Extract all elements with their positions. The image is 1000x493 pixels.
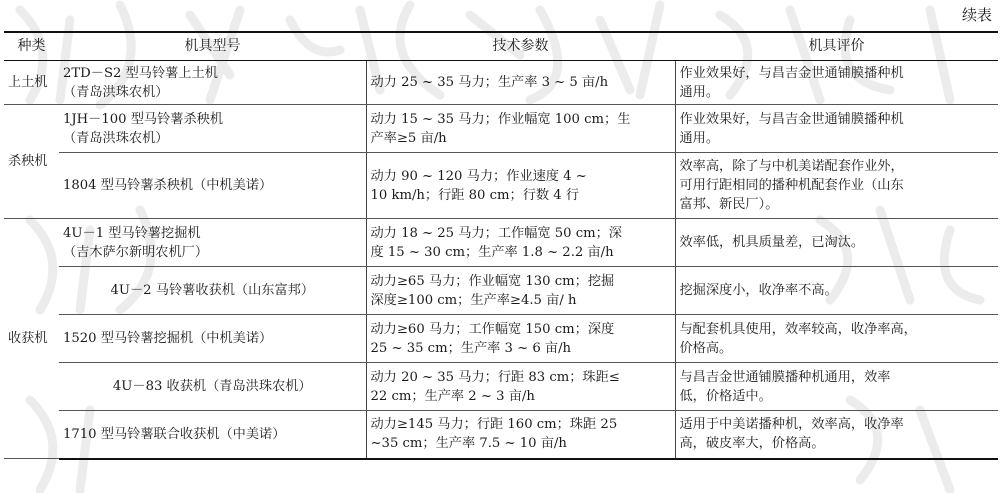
model-line: 2TD－S2 型马铃薯上土机 <box>63 65 218 81</box>
category-cell: 收获机 <box>4 219 59 459</box>
table-row <box>4 267 998 315</box>
params-cell <box>366 411 675 459</box>
model-cell <box>59 267 366 315</box>
header-model: 机具型号 <box>59 32 366 61</box>
model-line: （吉木萨尔新明农机厂） <box>63 244 209 260</box>
eval-line: 低，价格适中。 <box>679 388 772 404</box>
param-line: 25 ~ 35 cm；生产率 3 ~ 6 亩/h <box>370 340 572 356</box>
eval-line: 通用。 <box>679 130 720 146</box>
header-evaluation: 机具评价 <box>675 32 998 61</box>
model-cell <box>59 153 366 219</box>
evaluation-cell <box>675 363 998 411</box>
param-line: 动力 25 ~ 35 马力；生产率 3 ~ 5 亩/h <box>370 75 609 90</box>
evaluation-cell <box>675 105 998 153</box>
category-cell: 上土机 <box>4 61 59 105</box>
param-line: 动力≥60 马力；工作幅宽 150 cm；深度 <box>370 321 615 337</box>
eval-line: 高，破皮率大，价格高。 <box>679 436 825 452</box>
continued-label: 续表 <box>961 6 992 24</box>
param-line: 动力≥65 马力；作业幅宽 130 cm；挖掘 <box>370 273 615 289</box>
header-params: 技术参数 <box>366 32 675 61</box>
table-row <box>4 315 998 363</box>
param-line: 动力 90 ~ 120 马力；作业速度 4 ~ <box>370 168 587 184</box>
model-cell <box>59 315 366 363</box>
eval-line: 效率低，机具质量差，已淘汰。 <box>679 235 865 250</box>
eval-line: 适用于中美诺播种机，效率高，收净率 <box>679 417 904 433</box>
param-line: ~35 cm；生产率 7.5 ~ 10 亩/h <box>370 436 567 452</box>
param-line: 动力 15 ~ 35 马力；作业幅宽 100 cm；生 <box>370 111 631 127</box>
eval-line: 与配套机具使用，效率较高，收净率高， <box>679 321 917 337</box>
evaluation-cell <box>675 411 998 459</box>
model-cell <box>59 61 366 105</box>
param-line: 动力 18 ~ 25 马力；工作幅宽 50 cm；深 <box>370 225 622 241</box>
evaluation-cell <box>675 219 998 267</box>
param-line: 动力≥145 马力；行距 160 cm；珠距 25 <box>370 417 618 433</box>
model-line: （青岛洪珠农机） <box>63 130 169 146</box>
category-cell: 杀秧机 <box>4 105 59 219</box>
model-line: 1804 型马铃薯杀秧机（中机美诺） <box>63 178 273 193</box>
params-cell <box>366 61 675 105</box>
table-row <box>4 411 998 459</box>
param-line: 10 km/h；行距 80 cm；行数 4 行 <box>370 187 580 203</box>
eval-line: 可用行距相同的播种机配套作业（山东 <box>679 178 904 193</box>
model-cell <box>59 219 366 267</box>
params-cell <box>366 315 675 363</box>
eval-line: 与昌吉金世通铺膜播种机通用，效率 <box>679 369 891 385</box>
params-cell <box>366 105 675 153</box>
eval-line: 作业效果好，与昌吉金世通铺膜播种机 <box>679 65 904 81</box>
table-row <box>4 363 998 411</box>
model-cell <box>59 363 366 411</box>
model-line: 4U－83 收获机（青岛洪珠农机） <box>112 379 312 394</box>
param-line: 22 cm；生产率 2 ~ 3 亩/h <box>370 388 535 404</box>
table-row <box>4 105 998 153</box>
evaluation-cell <box>675 153 998 219</box>
eval-line: 效率高，除了与中机美诺配套作业外， <box>679 159 904 174</box>
model-line: 1520 型马铃薯挖掘机（中机美诺） <box>63 331 273 346</box>
params-cell <box>366 153 675 219</box>
eval-line: 富邦、新民厂）。 <box>679 197 779 212</box>
model-line: 1710 型马铃薯联合收获机（中美诺） <box>63 426 286 442</box>
eval-line: 通用。 <box>679 84 720 100</box>
eval-line: 价格高。 <box>679 340 733 356</box>
machinery-spec-table <box>4 31 998 460</box>
table-row <box>4 153 998 219</box>
evaluation-cell <box>675 315 998 363</box>
params-cell <box>366 363 675 411</box>
header-category: 种类 <box>4 32 59 61</box>
params-cell <box>366 267 675 315</box>
evaluation-cell <box>675 267 998 315</box>
table-header-row <box>4 32 998 61</box>
model-line: 4U－1 型马铃薯挖掘机 <box>63 225 201 241</box>
param-line: 度 15 ~ 30 cm；生产率 1.8 ~ 2.2 亩/h <box>370 244 614 260</box>
eval-line: 挖掘深度小，收净率不高。 <box>679 283 838 298</box>
param-line: 动力 20 ~ 35 马力；行距 83 cm；珠距≤ <box>370 369 620 385</box>
model-cell <box>59 105 366 153</box>
table-row <box>4 61 998 105</box>
table-row <box>4 219 998 267</box>
params-cell <box>366 219 675 267</box>
model-line: 4U－2 马铃薯收获机（山东富邦） <box>110 283 315 298</box>
model-cell <box>59 411 366 459</box>
model-line: 1JH－100 型马铃薯杀秧机 <box>63 111 224 127</box>
param-line: 产率≥5 亩/h <box>370 130 447 146</box>
evaluation-cell <box>675 61 998 105</box>
eval-line: 作业效果好，与昌吉金世通铺膜播种机 <box>679 111 904 127</box>
model-line: （青岛洪珠农机） <box>63 84 169 100</box>
param-line: 深度≥100 cm；生产率≥4.5 亩/ h <box>370 292 577 308</box>
